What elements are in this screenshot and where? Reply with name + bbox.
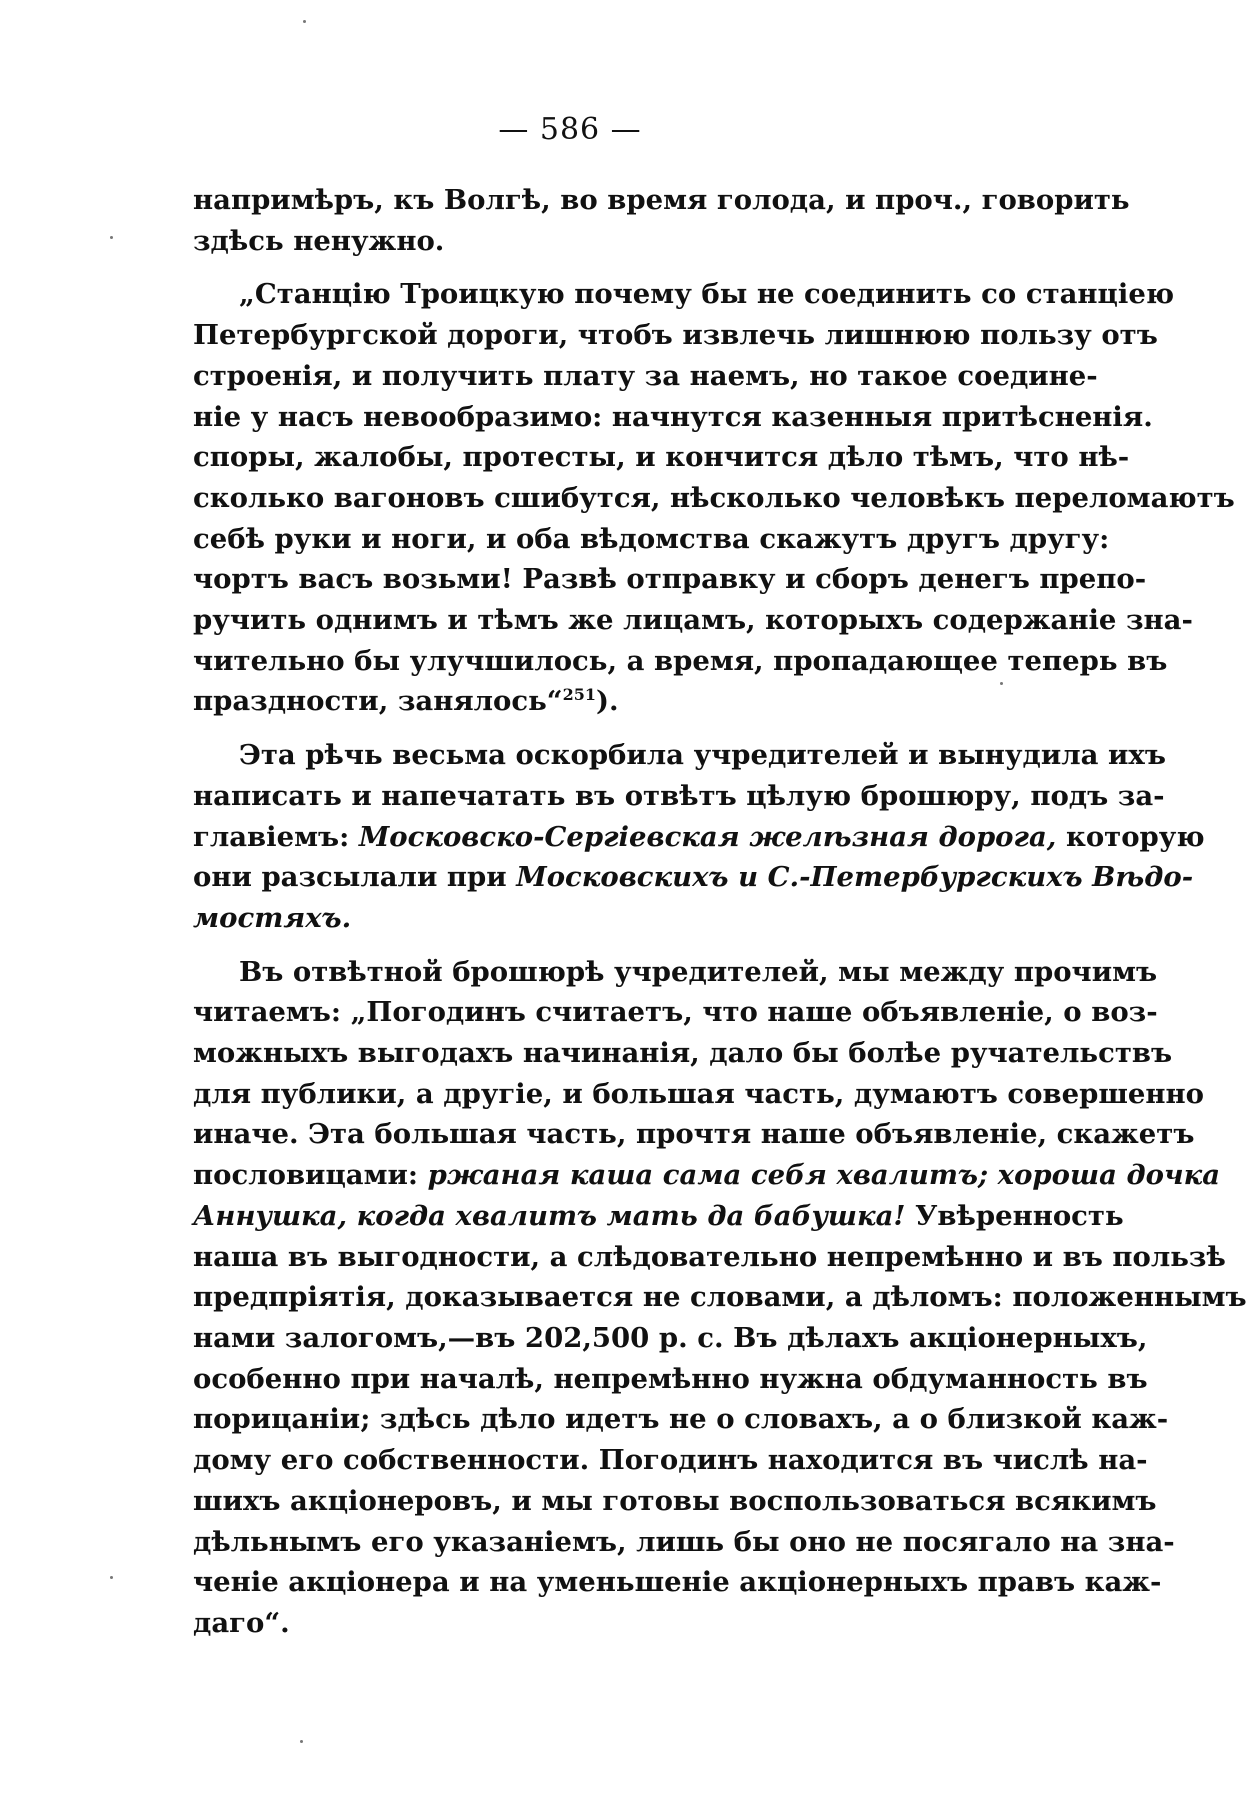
text-line: дѣльнымъ его указаніемъ, лишь бы оно не посягало на зна-: [193, 1525, 1175, 1558]
paragraph-2: [193, 274, 1235, 722]
text-line: даго“.: [193, 1606, 290, 1639]
scan-speck: [1000, 682, 1003, 685]
italic-title: Московско-Сергіевская желѣзная дорога,: [358, 820, 1057, 853]
text-line: Эта рѣчь весьма оскорбила учредителей и вынудила ихъ: [239, 739, 1166, 772]
text-line: мостяхъ.: [193, 901, 352, 934]
text-segment: пословицами:: [193, 1159, 419, 1192]
text-segment: праздности, занялось“: [193, 685, 563, 718]
text-line: [193, 857, 1194, 898]
paragraph-4: [193, 952, 1247, 1644]
scan-speck: [110, 1576, 113, 1579]
text-line: иначе. Эта большая часть, прочтя наше объявленіе, скажетъ: [193, 1118, 1195, 1151]
text-line: [193, 817, 1205, 858]
text-line: чительно бы улучшилось, а время, пропадающее теперь въ: [193, 644, 1168, 677]
text-segment: которую: [1065, 820, 1205, 853]
text-segment: главіемъ:: [193, 820, 350, 853]
page-number: — 586 —: [498, 112, 642, 147]
italic-title: Московскихъ и С.-Петербургскихъ Вѣдо-: [516, 861, 1194, 894]
text-line: чортъ васъ возьми! Развѣ отправку и сборъ денегъ препо-: [193, 563, 1147, 596]
paragraph-3: [193, 735, 1205, 939]
text-line: шихъ акціонеровъ, и мы готовы воспользоваться всякимъ: [193, 1484, 1157, 1517]
text-line: напримѣръ, къ Волгѣ, во время голода, и проч., говорить: [193, 184, 1130, 216]
italic-proverb: ржаная каша сама себя хвалитъ; хороша дочка: [427, 1159, 1221, 1192]
text-line: [193, 1196, 1124, 1237]
scan-speck: [110, 236, 113, 239]
text-line: споры, жалобы, протесты, и кончится дѣло тѣмъ, что нѣ-: [193, 441, 1130, 474]
text-line: особенно при началѣ, непремѣнно нужна обдуманность въ: [193, 1362, 1148, 1395]
text-line: [193, 1155, 1221, 1196]
text-line: читаемъ: „Погодинъ считаетъ, что наше объявленіе, о воз-: [193, 996, 1158, 1029]
text-line: [193, 681, 1025, 722]
text-line: Петербургской дороги, чтобъ извлечь лишнюю пользу отъ: [193, 319, 1158, 352]
text-line: написать и напечатать въ отвѣтъ цѣлую брошюру, подъ за-: [193, 779, 1165, 812]
footnote-marker: 251: [562, 685, 597, 705]
text-line: нами залогомъ,—въ 202,500 р. с. Въ дѣлахъ акціонерныхъ,: [193, 1321, 1148, 1354]
text-line: Въ отвѣтной брошюрѣ учредителей, мы между прочимъ: [239, 955, 1158, 988]
text-line: наша въ выгодности, а слѣдовательно непремѣнно и въ пользѣ: [193, 1240, 1226, 1273]
text-line: ніе у насъ невообразимо: начнутся казенныя притѣсненія.: [193, 400, 1153, 433]
text-line: порицаніи; здѣсь дѣло идетъ не о словахъ, а о близкой каж-: [193, 1403, 1169, 1436]
text-segment: ).: [596, 685, 619, 718]
scan-speck: [303, 20, 306, 23]
text-line: здѣсь ненужно.: [193, 224, 445, 257]
text-line: предпріятія, доказывается не словами, а дѣломъ: положеннымъ: [193, 1281, 1247, 1314]
text-line: ченіе акціонера и на уменьшеніе акціонерныхъ правъ каж-: [193, 1566, 1162, 1599]
text-line: строенія, и получить плату за наемъ, но такое соедине-: [193, 359, 1098, 392]
italic-proverb: Аннушка, когда хвалитъ мать да бабушка!: [193, 1199, 906, 1232]
body-text: [193, 180, 1247, 1657]
scan-speck: [300, 1740, 303, 1743]
text-line: себѣ руки и ноги, и оба вѣдомства скажутъ другъ другу:: [193, 522, 1110, 555]
text-line: для публики, а другіе, и большая часть, думаютъ совершенно: [193, 1077, 1205, 1110]
text-segment: они разсылали при: [193, 861, 507, 894]
text-line: ручить однимъ и тѣмъ же лицамъ, которыхъ содержаніе зна-: [193, 604, 1193, 637]
paragraph-1: [193, 180, 1130, 261]
text-line: сколько вагоновъ сшибутся, нѣсколько человѣкъ переломаютъ: [193, 481, 1235, 514]
text-line: „Станцію Троицкую почему бы не соединить со станціею: [239, 278, 1175, 311]
text-segment: Увѣренность: [915, 1199, 1124, 1232]
text-line: дому его собственности. Погодинъ находится въ числѣ на-: [193, 1444, 1148, 1477]
text-line: можныхъ выгодахъ начинанія, дало бы болѣе ручательствъ: [193, 1037, 1173, 1070]
